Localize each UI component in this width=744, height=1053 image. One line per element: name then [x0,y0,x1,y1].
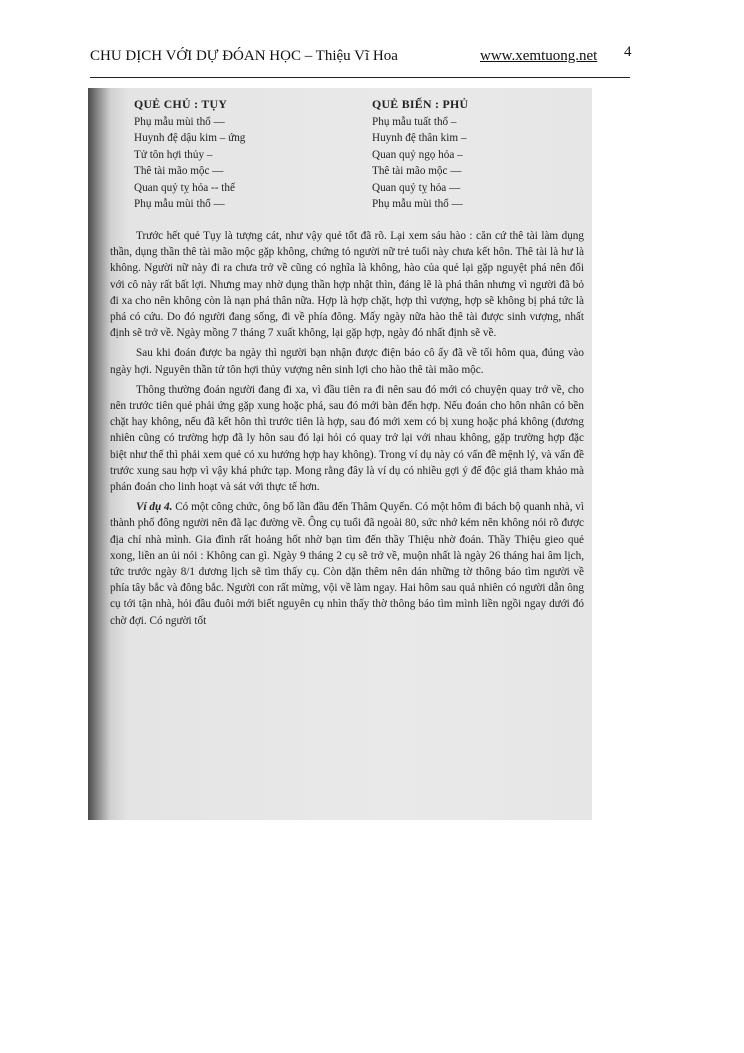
main-hexagram-title: QUẺ CHỦ : TỤY [134,97,228,111]
hexagram-line: Thê tài mão mộc — [372,165,462,178]
hexagram-table [110,96,584,224]
document-title: CHU DỊCH VỚI DỰ ĐÓAN HỌC – Thiệu Vĩ Hoa [90,48,398,64]
page-number: 4 [624,44,632,60]
hexagram-line: Phụ mẫu mùi thổ — [134,116,225,128]
hexagram-line: Thê tài mão mộc — [134,165,224,178]
header-divider [90,77,630,78]
main-hexagram [134,96,245,212]
hexagram-line: Huynh đệ dậu kim – ứng [134,132,246,145]
changed-hexagram-title: QUẺ BIẾN : PHỦ [372,97,469,111]
page-header [90,44,630,80]
hexagram-line: Quan quỷ tỵ hỏa -- thế [134,181,235,194]
scanned-page [88,88,592,820]
example-paragraph [110,499,584,629]
example-text: Có một công chức, ông bố lần đầu đến Thâm Quyến. Có một hôm đi bách bộ quanh nhà, vì thành phố đông người nên đã lạc đường về. Ông cụ tuổi đã ngoài 80, sức nhớ kém nên không nói rõ được địa chỉ nhà mình. Gia đình rất hoảng hốt nhờ bạn tìm đến thầy Thiệu nhờ đoán. Thầy Thiệu gieo quẻ xong, liền an ủi nói : Không can gì. Ngày 9 tháng 2 cụ sẽ trở về, muộn nhất là ngày 26 tháng hai âm lịch, tức trước ngày 8/1 dương lịch sẽ tìm thấy cụ. Còn dặn thêm nên dán những tờ thông báo tìm người về phía tây bắc và đông bắc. Người con rất mừng, vội về làm ngay. Hai hôm sau quả nhiên có người dẫn ông cụ tới tận nhà, hỏi đầu đuôi mới biết nguyên cụ nhìn thấy thờ thông báo tìm mình liền ngồi ngay dưới đó chờ đợi. Có người tốt [110,501,584,627]
example-label: Ví dụ 4. [136,501,173,514]
hexagram-line: Quan quỷ ngọ hỏa – [372,148,463,161]
body-paragraph: Trước hết quẻ Tụy là tượng cát, như vậy quẻ tốt đã rõ. Lại xem sáu hào : căn cứ thê tài làm dụng thần, dụng thần thê tài mão mộc gặp không, chứng tỏ người nữ trẻ tuổi này chưa kết hôn. Thê tài là hư là không. Người nữ này đi ra chưa trở về cũng có nghĩa là không, hào của quẻ lại gặp nguyệt phá nên đối với cô này rất bất lợi. Nhưng may nhờ dụng thần hợp nhật thìn, đáng lẽ là phá thân nhưng vì người đã bỏ đi xa cho nên không còn là nạn phá thân nữa. Hợp là hợp chặt, hợp thì vượng, hợp sẽ không bị phá tức là phá có cứu. Do đó người đang sống, đi về phía đông. Mấy ngày nữa hào thê tài được sinh vượng, nhất định sẽ trở về. Ngày mồng 7 tháng 7 xuất không, lại gặp hợp, ngày đó nhất định sẽ về. [110,230,584,340]
body-paragraph: Sau khi đoán được ba ngày thì người bạn nhận được điện báo cô ấy đã về tối hôm qua, đúng vào ngày hợi. Nguyên thần tử tôn hợi thủy vượng nên sinh lợi cho hào thê tài mão mộc. [110,347,584,376]
changed-hexagram [372,96,468,212]
website-link[interactable]: www.xemtuong.net [480,48,598,64]
hexagram-line: Quan quỷ tỵ hỏa — [372,181,461,194]
hexagram-line: Phụ mẫu tuất thổ – [372,116,457,128]
hexagram-line: Huynh đệ thân kim – [372,132,467,145]
hexagram-line: Phụ mẫu mùi thổ — [372,197,463,210]
hexagram-line: Tử tôn hợi thủy – [134,148,213,161]
body-paragraph: Thông thường đoán người đang đi xa, vì đầu tiên ra đi nên sau đó mới có chuyện quay trở về, cho nên trước tiên quẻ phải ứng gặp xung hoặc phá, sau đó mới bàn đến hợp. Nếu đoán cho hôn nhân có bền chặt hay không, nếu đã kết hôn thì trước tiên là hợp, sau đó mới xem có bị xung hoặc phá không (đương nhiên cũng có trường hợp đã ly hôn sau đó lại hỏi có quay trở lại với nhau không, gặp trường hợp đặc biệt như thế thì phải xem quẻ có xu hướng hợp hay không). Trong ví dụ này có vấn đề mệnh lý, và vấn đề trước xung sau hợp vì vậy khá phức tạp. Mong rằng đây là ví dụ có nhiều gợi ý để độc giả tham khảo mà phán đoán cho linh hoạt và sát với thực tế hơn. [110,383,584,494]
hexagram-line: Phụ mẫu mùi thổ — [134,197,225,210]
page-body [110,96,584,633]
